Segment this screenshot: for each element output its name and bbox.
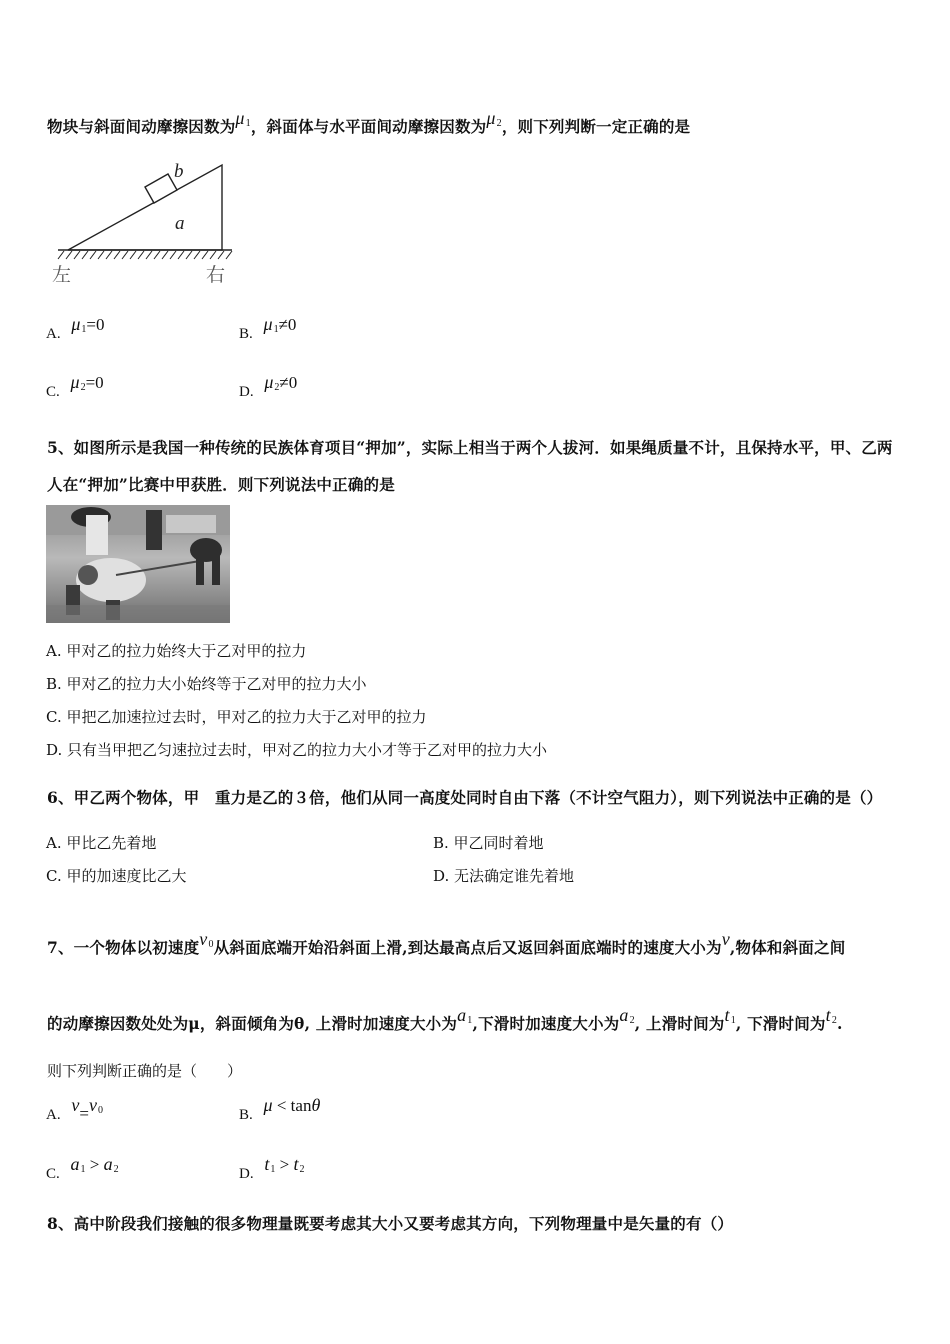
block-label: b [174, 161, 184, 182]
q4-option-a[interactable]: A. $\mu_1=0$ [46, 314, 105, 342]
q4-option-c[interactable]: C. $\mu_2=0$ [46, 372, 104, 400]
mu1-symbol: $\mu_1$ [235, 108, 251, 129]
q7-stem-line1: 7、一个物体以初速度$v_0$从斜面底端开始沿斜面上滑,到达最高点后又返回斜面底端时的速度大小为v,物体和斜面之间 [47, 929, 846, 957]
q7-stem-line3: 则下列判断正确的是（ ） [47, 1062, 243, 1080]
block-b [145, 174, 177, 203]
q8-stem: 8、高中阶段我们接触的很多物理量既要考虑其大小又要考虑其方向，下列物理量中是矢量的有（） [47, 1214, 734, 1233]
tug-of-war-photo [46, 505, 230, 623]
wedge-label: a [175, 213, 185, 234]
q6-option-b[interactable]: B. 甲乙同时着地 [433, 834, 544, 852]
q6-option-a[interactable]: A. 甲比乙先着地 [46, 834, 157, 852]
left-label: 左 [52, 264, 72, 286]
q5-option-c[interactable]: C. 甲把乙加速拉过去时，甲对乙的拉力大于乙对甲的拉力 [46, 708, 427, 726]
q7-option-c[interactable]: C. $a_1 > a_2$ [46, 1154, 119, 1182]
q5-stem-line1: 5、如图所示是我国一种传统的民族体育项目“押加”，实际上相当于两个人拔河．如果绳质量不计，且保持水平，甲、乙两 [47, 438, 893, 457]
q6-stem: 6、甲乙两个物体，甲 重力是乙的３倍，他们从同一高度处同时自由下落（不计空气阻力），则下列说法中正确的是（） [47, 788, 883, 807]
q7-stem-line2: 的动摩擦因数处处为μ，斜面倾角为θ, 上滑时加速度大小为$a_1$,下滑时加速度大小为$a_2$, 上滑时间为$t_1$, 下滑时间为$t_2$. [47, 1005, 843, 1033]
q6-option-d[interactable]: D. 无法确定谁先着地 [433, 867, 575, 885]
incline-figure [50, 155, 240, 290]
v-symbol: v [721, 929, 730, 949]
q5-option-a[interactable]: A. 甲对乙的拉力始终大于乙对甲的拉力 [46, 642, 307, 660]
mu2-symbol: $\mu_2$ [486, 108, 502, 129]
q7-option-d[interactable]: D. $t_1 > t_2$ [239, 1154, 305, 1182]
q7-option-b[interactable]: B. μ < tanθ [239, 1095, 321, 1123]
q4-stem: 物块与斜面间动摩擦因数为$\mu_1$，斜面体与水平面间动摩擦因数为$\mu_2$，则下列判断一定正确的是 [47, 108, 691, 136]
v0-symbol: $v_0$ [199, 929, 214, 950]
q5-stem-line2: 人在“押加”比赛中甲获胜．则下列说法中正确的是 [47, 475, 395, 494]
q5-option-d[interactable]: D. 只有当甲把乙匀速拉过去时，甲对乙的拉力大小才等于乙对甲的拉力大小 [46, 741, 548, 759]
q7-option-a[interactable]: A. $v=v_0$ [46, 1095, 103, 1123]
q4-option-d[interactable]: D. $\mu_2\ne 0$ [239, 372, 298, 400]
q5-option-b[interactable]: B. 甲对乙的拉力大小始终等于乙对甲的拉力大小 [46, 675, 367, 693]
q4-option-b[interactable]: B. $\mu_1\ne 0$ [239, 314, 297, 342]
q6-option-c[interactable]: C. 甲的加速度比乙大 [46, 867, 187, 885]
right-label: 右 [206, 264, 226, 286]
